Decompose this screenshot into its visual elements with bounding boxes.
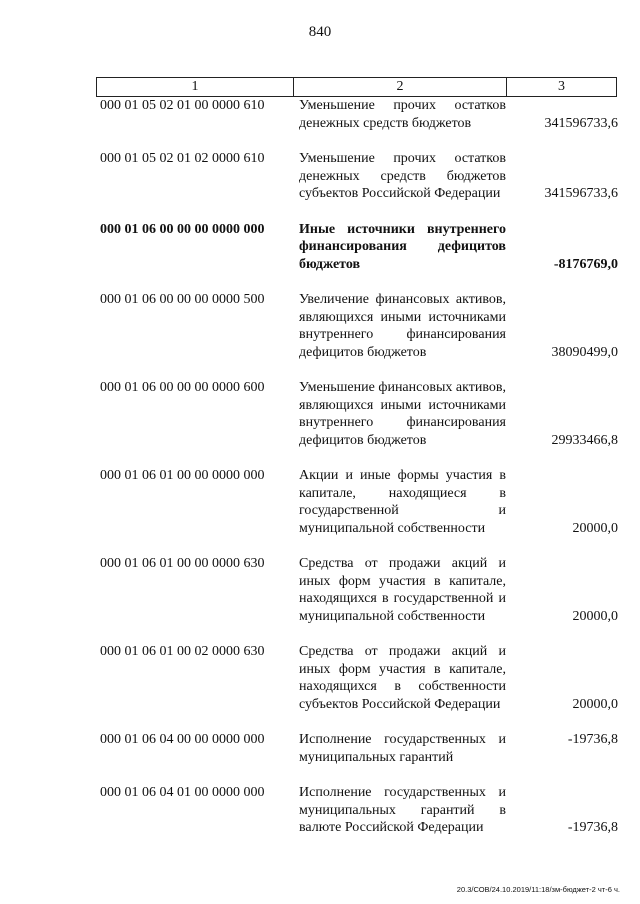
column-header-description: 2 (294, 78, 507, 96)
row-code: 000 01 05 02 01 00 0000 610 (100, 98, 265, 113)
row-amount: 38090499,0 (551, 344, 618, 360)
table-row (96, 467, 618, 537)
row-description: Уменьшение финансовых активов, являющихся иными источниками внутреннего финансирования дефицитов бюджетов (299, 380, 506, 448)
row-description: Иные источники внутреннего финансирования дефицитов бюджетов (299, 221, 506, 272)
table-row (96, 784, 618, 837)
row-description: Уменьшение прочих остатков денежных средств бюджетов субъектов Российской Федерации (299, 151, 506, 201)
table-row (96, 731, 618, 766)
column-header-code: 1 (97, 78, 294, 96)
row-code: 000 01 06 04 00 00 0000 000 (100, 732, 265, 747)
table-row (96, 643, 618, 713)
table-row (96, 97, 618, 132)
table-row (96, 291, 618, 361)
row-amount: 20000,0 (572, 520, 618, 536)
row-code: 000 01 06 00 00 00 0000 600 (100, 380, 265, 395)
table-row (96, 555, 618, 625)
table-row (96, 150, 618, 203)
row-description: Увеличение финансовых активов, являющихся иными источниками внутреннего финансирования дефицитов бюджетов (299, 292, 506, 360)
row-code: 000 01 05 02 01 02 0000 610 (100, 151, 265, 166)
row-amount: -19736,8 (567, 732, 618, 747)
page-number: 840 (308, 24, 332, 40)
row-code: 000 01 06 01 00 02 0000 630 (100, 644, 265, 659)
row-code: 000 01 06 00 00 00 0000 500 (100, 292, 265, 307)
table-body (96, 97, 618, 855)
table-row (96, 221, 618, 274)
row-amount: -8176769,0 (553, 256, 618, 272)
row-description: Исполнение государственных и муниципальных гарантий в валюте Российской Федерации (299, 785, 506, 835)
row-amount: -19736,8 (567, 820, 618, 835)
row-code: 000 01 06 04 01 00 0000 000 (100, 785, 265, 800)
column-header-amount: 3 (558, 79, 565, 94)
table-header (96, 77, 617, 97)
row-description: Акции и иные формы участия в капитале, находящиеся в государственной и муниципальной собственности (299, 468, 506, 536)
row-description: Средства от продажи акций и иных форм участия в капитале, находящихся в собственности субъектов Российской Федерации (299, 644, 506, 712)
table-row (96, 379, 618, 449)
row-amount: 20000,0 (572, 608, 618, 624)
row-code: 000 01 06 01 00 00 0000 630 (100, 556, 265, 571)
row-description: Средства от продажи акций и иных форм участия в капитале, находящихся в государственной и муниципальной собственности (299, 556, 506, 624)
row-amount: 20000,0 (572, 696, 618, 712)
footer-stamp: 20.3/СОВ/24.10.2019/11:18/зм-бюджет-2 чт-6 ч. (456, 885, 620, 894)
row-amount: 29933466,8 (551, 432, 618, 448)
row-amount: 341596733,6 (544, 115, 618, 131)
row-amount: 341596733,6 (544, 186, 618, 201)
row-code: 000 01 06 00 00 00 0000 000 (100, 221, 265, 237)
row-description: Исполнение государственных и муниципальных гарантий (299, 732, 506, 765)
row-code: 000 01 06 01 00 00 0000 000 (100, 468, 265, 483)
row-description: Уменьшение прочих остатков денежных средств бюджетов (299, 98, 506, 131)
